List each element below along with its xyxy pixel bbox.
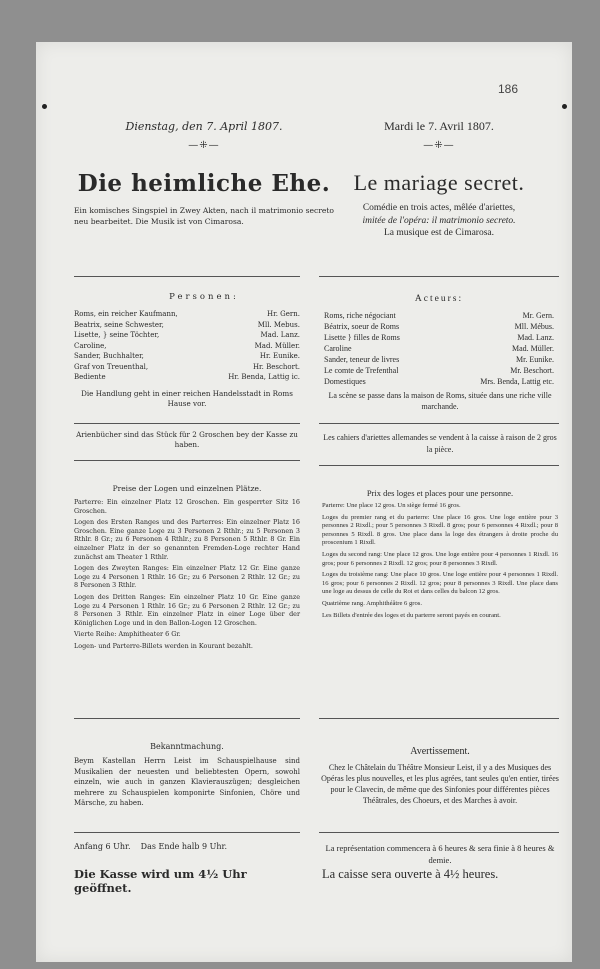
cast-role: Caroline,: [74, 341, 107, 350]
cast-role: Béatrix, soeur de Roms: [324, 322, 400, 331]
french-libretto-note: Les cahiers d'ariettes allemandes se vendent à la caisse à raison de 2 gros la pièce.: [323, 433, 557, 454]
cast-row: [74, 320, 300, 331]
cast-role: Bediente: [74, 373, 106, 381]
german-start-time: Anfang 6 Uhr. Das Ende halb 9 Uhr.: [74, 842, 228, 851]
french-box-office-time: La caisse sera ouverte à 4½ heures.: [322, 867, 499, 881]
price-paragraph: Parterre: Ein einzelner Platz 12 Groschen. Ein gesperrter Sitz 16 Groschen.: [74, 498, 300, 515]
ornament-divider: —⁜—: [188, 140, 220, 151]
price-paragraph: Les Billets d'entrée des loges et du parterre seront payés en courant.: [322, 611, 501, 619]
german-cast-list: [74, 309, 300, 383]
french-cast-list: [324, 310, 554, 387]
cast-actor: Hr. Gern.: [267, 310, 300, 318]
price-paragraph: Logen des Dritten Ranges: Ein einzelner Platz 10 Gr. Eine ganze Loge zu 4 Personen 1 Rthlr. 16 Gr.; zu 6 Personen 2 Rthlr. 12 Gr.; zu 8 Personen 3 Rthlr. Ein einzelner Platz in einer Loge über der Königlichen Loge und in den Ballon-Logen 12 Groschen.: [74, 592, 300, 627]
cast-row: [74, 372, 300, 383]
french-title: Le mariage secret.: [353, 170, 525, 195]
cast-role: Domestiques: [324, 377, 366, 386]
divider-rule: [319, 832, 559, 833]
price-paragraph: Vierte Reihe: Amphitheater 6 Gr.: [74, 630, 181, 639]
cast-row: [324, 343, 554, 354]
cast-actor: Hr. Eunike.: [259, 352, 300, 360]
cast-actor: Mr. Eunike.: [516, 355, 554, 364]
french-start-time: La représentation commencera à 6 heures & sera finie à 8 heures & demie.: [325, 843, 555, 865]
cast-actor: Mr. Beschort.: [510, 366, 554, 375]
cast-row: [324, 365, 554, 376]
german-cast-heading: Personen:: [169, 292, 239, 302]
divider-rule: [74, 718, 300, 719]
cast-row: [324, 332, 554, 343]
divider-rule: [74, 423, 300, 424]
german-prices-heading: Preise der Logen und einzelnen Plätze.: [112, 484, 262, 493]
price-paragraph: Parterre: Une place 12 gros. Un siège fermé 16 gros.: [322, 502, 461, 509]
german-notice-text: Beym Kastellan Herrn Leist im Schauspielhause sind Musikalien der neuesten und beliebtesten Opern, sowohl einzeln, wie auch in ganzen Klavierauszügen; desgleichen mehrere zu Schauspielen komponirte Sinfonien, Chöre und Märsche, zu haben.: [74, 757, 300, 807]
price-paragraph: Logen des Ersten Ranges und des Parterres: Ein einzelner Platz 16 Groschen. Eine ganze Loge zu 3 Personen 2 Rthlr.; zu 5 Personen 3 Rthlr. 8 Gr.; zu 6 Personen 4 Rthlr.; zu 8 Personen 5 Rthlr. 8 Gr. Ein einzelner Platz in der so genannten Fremden-Loge rechter Hand zunächst am Theater 1 Rthlr.: [74, 518, 300, 561]
divider-rule: [319, 718, 559, 719]
cast-role: Beatrix, seine Schwester,: [74, 320, 164, 329]
cast-actor: Mad. Müller.: [254, 341, 300, 350]
divider-rule: [74, 276, 300, 277]
german-libretto-note: Arienbücher sind das Stück für 2 Groschen bey der Kasse zu haben.: [76, 430, 298, 449]
french-notice-heading: Avertissement.: [410, 746, 470, 757]
cast-actor: Mad. Lanz.: [260, 331, 300, 339]
german-notice-heading: Bekanntmachung.: [150, 742, 224, 751]
divider-rule: [319, 423, 559, 424]
cast-role: Sander, teneur de livres: [324, 355, 400, 364]
cast-role: Graf von Treuenthal,: [74, 362, 149, 371]
cast-row: [324, 376, 554, 387]
divider-rule: [74, 460, 300, 461]
price-paragraph: Logen des Zweyten Ranges: Ein einzelner Platz 12 Gr. Eine ganze Loge zu 4 Personen 1 Rthlr. 16 Gr.; zu 6 Personen 2 Rthlr. 12 Gr.; zu 8 Personen 3 Rthlr.: [74, 564, 300, 590]
french-subtitle-line: Comédie en trois actes, mêlée d'ariettes,: [362, 203, 516, 213]
cast-row: [74, 362, 300, 373]
cast-row: [324, 354, 554, 365]
page-number: 186: [498, 82, 519, 96]
cast-row: [74, 351, 300, 362]
cast-role: Caroline: [324, 344, 352, 353]
cast-actor: Mad. Lanz.: [517, 333, 554, 342]
cast-row: [74, 341, 300, 352]
price-paragraph: Loges du troisième rang: Une place 10 gros. Une loge entière pour 4 personnes 1 Rixdl. 16 gros; pour 6 personnes 2 Rixdl. 12 gros; pour 8 personnes 3 Rixdl. Une place dans une loge au dessus de celle du Roi et dans celles du balcon 12 gros.: [322, 571, 558, 596]
french-subtitle-line: imitée de l'opéra: il matrimonio secreto.: [362, 215, 516, 226]
cast-row: [74, 330, 300, 341]
french-date: Mardi le 7. Avril 1807.: [384, 119, 494, 133]
french-scene-note: La scène se passe dans la maison de Roms, située dans une riche ville marchande.: [328, 391, 552, 411]
cast-role: Roms, ein reicher Kaufmann,: [74, 310, 178, 318]
cast-row: [74, 309, 300, 320]
french-prices-heading: Prix des loges et places pour une personne.: [366, 488, 514, 498]
cast-row: [324, 321, 554, 332]
ornament-divider: —⁜—: [423, 140, 455, 151]
cast-role: Lisette } filles de Roms: [324, 333, 400, 342]
french-cast-heading: Acteurs:: [414, 294, 464, 304]
price-paragraph: Logen- und Parterre-Billets werden in Kourant bezahlt.: [74, 641, 253, 650]
cast-actor: Mll. Mebus.: [257, 320, 300, 329]
cast-actor: Mll. Mébus.: [514, 322, 554, 331]
french-subtitle-line: La musique est de Cimarosa.: [383, 228, 494, 238]
french-subtitle: [314, 202, 564, 240]
cast-actor: Hr. Benda, Lattig ic.: [228, 373, 300, 381]
german-date: Dienstag, den 7. April 1807.: [125, 120, 283, 133]
cast-actor: Mad. Müller.: [512, 344, 554, 353]
german-scene-note: Die Handlung geht in einer reichen Handelsstadt in Roms Hause vor.: [81, 389, 293, 408]
german-subtitle: Ein komisches Singspiel in Zwey Akten, nach il matrimonio secreto neu bearbeitet. Die Musik ist von Cimarosa.: [74, 206, 334, 226]
price-paragraph: Loges du premier rang et du parterre: Une place 16 gros. Une loge entière pour 3 personnes 2 Rixdl.; pour 5 personnes 3 Rixdl. 8 gros; pour 6 personnes 4 Rixdl.; pour 8 personnes 5 Rixdl. 8 gros. Une place dans la loge des étrangers à droite proche du proscenium 1 Rixdl.: [322, 513, 558, 547]
cast-role: Lisette, } seine Töchter,: [74, 331, 160, 339]
punch-hole-mark: [562, 104, 567, 109]
divider-rule: [319, 465, 559, 466]
french-prices-list: [322, 502, 558, 623]
german-box-office-time: Die Kasse wird um 4½ Uhr geöffnet.: [74, 867, 247, 895]
playbill-sheet: [36, 42, 572, 962]
cast-role: Sander, Buchhalter,: [74, 352, 144, 360]
punch-hole-mark: [42, 104, 47, 109]
divider-rule: [319, 276, 559, 277]
cast-actor: Mrs. Benda, Lattig etc.: [480, 377, 554, 386]
german-title: Die heimliche Ehe.: [77, 170, 331, 197]
cast-actor: Hr. Beschort.: [252, 362, 300, 371]
divider-rule: [74, 832, 300, 833]
cast-row: [324, 310, 554, 321]
cast-role: Le comte de Trefenthal: [324, 366, 399, 375]
german-prices-list: [74, 498, 300, 654]
french-notice-text: Chez le Châtelain du Théâtre Monsieur Leist, il y a des Musiques des Opéras les plus nouvelles, et les plus agrées, tant seules qu'en entier, tirées pour le Clavecin, de même que des Sinfonies pour différentes pièces Théâtrales, des Choeurs, et des Marches à avoir.: [321, 763, 559, 805]
price-paragraph: Quatrième rang. Amphithéâtre 6 gros.: [322, 599, 422, 607]
price-paragraph: Loges du second rang: Une place 12 gros. Une loge entière pour 4 personnes 1 Rixdl. 16 gros; pour 6 personnes 2 Rixdl. 12 gros; pour 8 personnes 3 Rixdl.: [322, 550, 558, 567]
cast-role: Roms, riche négociant: [324, 311, 396, 320]
cast-actor: Mr. Gern.: [522, 311, 554, 320]
